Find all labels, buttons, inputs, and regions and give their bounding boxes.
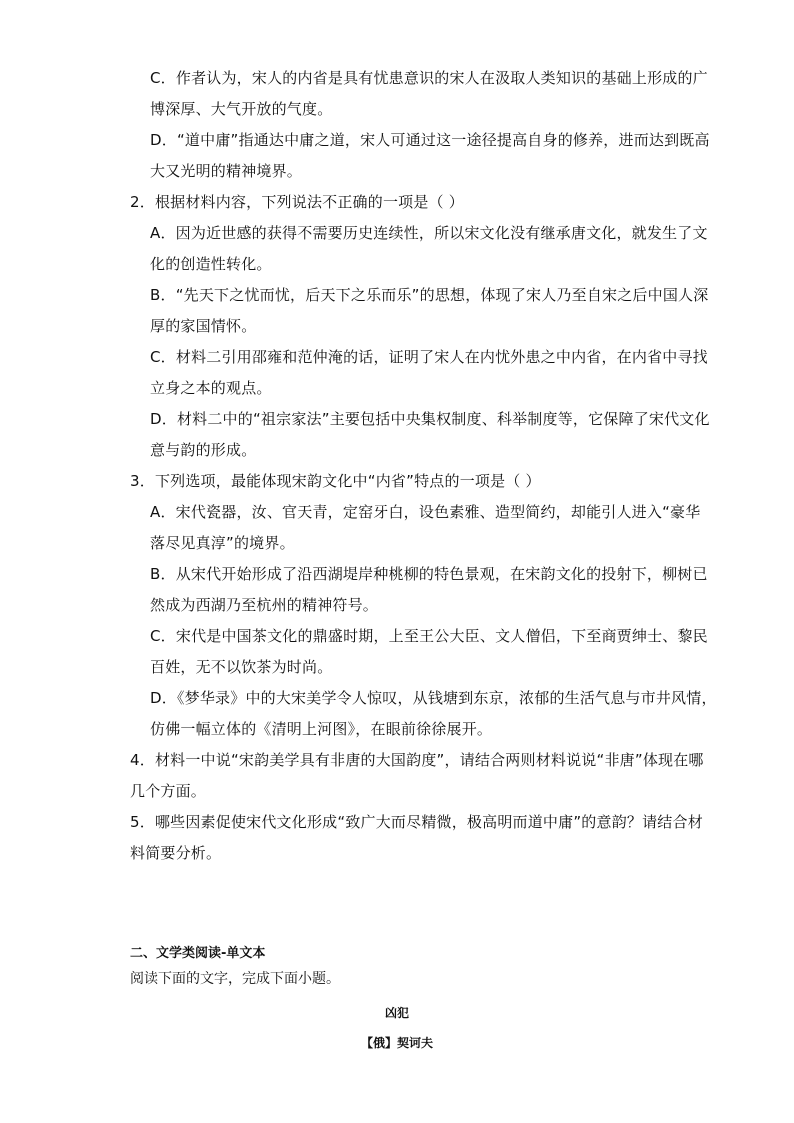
q3-option-a: 落尽见真淳”的境界。 — [150, 534, 295, 552]
q2-option-b: B．“先天下之忧而忧，后天下之乐而乐”的思想，体现了宋人乃至自宋之后中国人深 — [150, 286, 709, 304]
question-2-stem: 2．根据材料内容，下列说法不正确的一项是（ ） — [130, 193, 464, 211]
q3-option-b: 然成为西湖乃至杭州的精神符号。 — [150, 596, 379, 614]
story-title: 凶犯 — [384, 1006, 409, 1020]
option-d-line: D．“道中庸”指通达中庸之道，宋人可通过这一途径提高自身的修养，进而达到既高 — [150, 131, 710, 149]
question-4: 4．材料一中说“宋韵美学具有非唐的大国韵度”，请结合两则材料说说“非唐”体现在哪 — [130, 751, 704, 769]
question-4: 几个方面。 — [130, 782, 207, 800]
option-d-line: 大又光明的精神境界。 — [150, 162, 303, 180]
q2-option-b: 厚的家国情怀。 — [150, 317, 257, 335]
q2-option-a: A．因为近世感的获得不需要历史连续性，所以宋文化没有继承唐文化，就发生了文 — [150, 224, 708, 242]
question-5: 5．哪些因素促使宋代文化形成“致广大而尽精微，极高明而道中庸”的意韵？请结合材 — [130, 813, 703, 831]
question-3-stem: 3．下列选项，最能体现宋韵文化中“内省”特点的一项是（ ） — [130, 472, 541, 490]
q3-option-a: A．宋代瓷器，汝、官天青，定窑牙白，设色素雅、造型简约，却能引人进入“豪华 — [150, 503, 701, 521]
q2-option-d: D．材料二中的“祖宗家法”主要包括中央集权制度、科举制度等，它保障了宋代文化 — [150, 410, 710, 428]
section-instruction: 阅读下面的文字，完成下面小题。 — [130, 971, 340, 987]
q2-option-a: 化的创造性转化。 — [150, 255, 272, 273]
q3-option-c: C．宋代是中国茶文化的鼎盛时期，上至王公大臣、文人僧侣，下至商贾绅士、黎民 — [150, 627, 708, 645]
q2-option-c: 立身之本的观点。 — [150, 379, 272, 397]
question-5: 料简要分析。 — [130, 844, 222, 862]
option-c-line: C．作者认为，宋人的内省是具有忧患意识的宋人在汲取人类知识的基础上形成的广 — [150, 69, 708, 87]
q3-option-d: 仿佛一幅立体的《清明上河图》，在眼前徐徐展开。 — [150, 720, 493, 738]
q2-option-c: C．材料二引用邵雍和范仲淹的话，证明了宋人在内忧外患之中内省，在内省中寻找 — [150, 348, 708, 366]
q2-option-d: 意与韵的形成。 — [150, 441, 257, 459]
q3-option-c: 百姓，无不以饮茶为时尚。 — [150, 658, 333, 676]
q3-option-b: B．从宋代开始形成了沿西湖堤岸种桃柳的特色景观，在宋韵文化的投射下，柳树已 — [150, 565, 708, 583]
section-heading: 二、文学类阅读-单文本 — [130, 946, 266, 961]
option-c-line: 博深厚、大气开放的气度。 — [150, 100, 333, 118]
story-author: 【俄】契诃夫 — [360, 1036, 433, 1050]
q3-option-d: D．《梦华录》中的大宋美学令人惊叹，从钱塘到东京，浓郁的生活气息与市井风情， — [150, 689, 717, 707]
